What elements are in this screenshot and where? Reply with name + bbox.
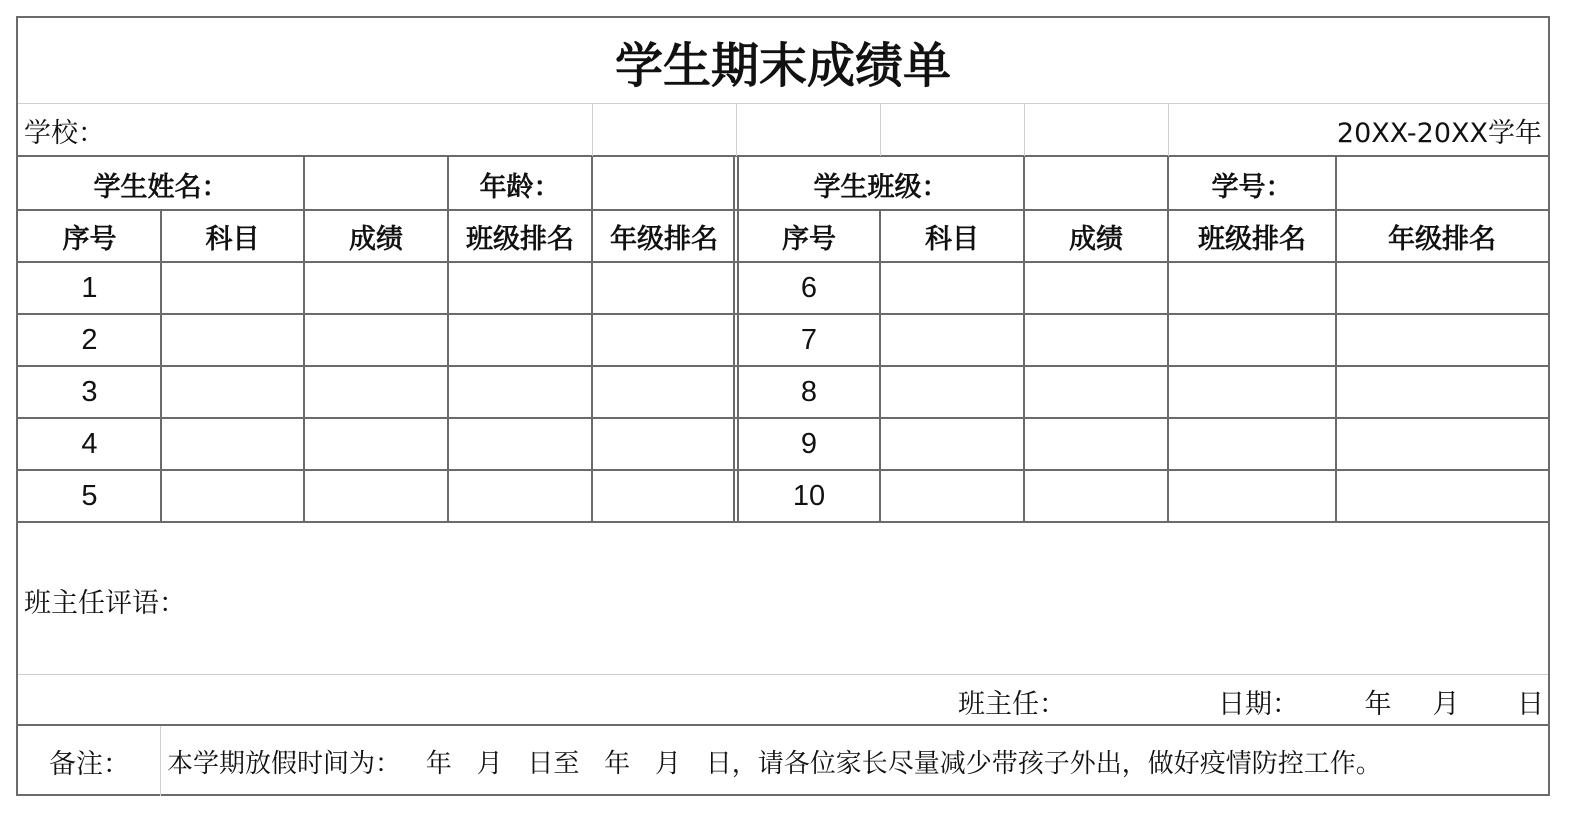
student-name-value[interactable] [304, 158, 448, 210]
grid-line [160, 210, 162, 523]
header-subject-left: 科目 [205, 223, 260, 255]
header-score-right: 成绩 [1069, 223, 1123, 255]
grid-line [736, 104, 737, 156]
grid-line [18, 521, 1548, 523]
row-seq-left: 4 [81, 427, 98, 460]
student-name-label: 学生姓名： [93, 171, 229, 203]
header-score-left: 成绩 [349, 223, 403, 255]
teacher-comment-label: 班主任评语： [24, 587, 186, 619]
student-id-value[interactable] [1336, 158, 1548, 210]
score-sheet [16, 16, 1550, 796]
grid-line [1023, 157, 1025, 210]
grid-line [303, 157, 305, 523]
homeroom-teacher-label: 班主任： [958, 688, 1066, 720]
row-seq-left: 5 [81, 479, 98, 512]
teacher-comment-area[interactable] [618, 524, 1548, 676]
row-seq-right: 6 [800, 271, 818, 304]
notes-label: 备注： [49, 748, 130, 780]
grid-line [18, 365, 1548, 367]
grid-line [18, 417, 1548, 419]
grid-line [1168, 104, 1169, 156]
grid-line [591, 157, 593, 210]
header-grade-rank-left: 年级排名 [610, 223, 718, 255]
grid-line [18, 261, 1548, 263]
grid-line [591, 210, 593, 523]
row-seq-left: 2 [81, 323, 98, 356]
page-title: 学生期末成绩单 [614, 37, 951, 94]
date-day-unit: 日 [1517, 688, 1544, 720]
row-seq-right: 9 [800, 427, 818, 460]
notes-text: 本学期放假时间为： 年 月 日至 年 月 日，请各位家长尽量减少带孩子外出，做好疫情防控工作。 [167, 748, 1382, 779]
grid-line [18, 103, 1548, 104]
grid-line [1335, 210, 1337, 523]
grid-line [592, 104, 593, 156]
row-seq-right: 7 [800, 323, 818, 356]
grid-line [18, 674, 1548, 675]
row-seq-left: 3 [81, 375, 98, 408]
header-grade-rank-right: 年级排名 [1388, 223, 1496, 255]
class-label: 学生班级： [813, 171, 949, 203]
class-value[interactable] [1024, 158, 1168, 210]
header-subject-right: 科目 [925, 223, 979, 255]
age-value[interactable] [592, 158, 736, 210]
grid-line [879, 210, 881, 523]
school-label: 学校： [24, 117, 105, 149]
grid-line [160, 726, 161, 796]
row-seq-right: 10 [792, 479, 826, 512]
grid-line [18, 313, 1548, 315]
row-seq-right: 8 [800, 375, 818, 408]
grid-line [1167, 210, 1169, 523]
academic-year: 20XX-20XX学年 [1336, 117, 1542, 149]
grid-line [1167, 157, 1169, 210]
header-class-rank-right: 班级排名 [1198, 223, 1306, 255]
grid-line [880, 104, 881, 156]
header-seq-left: 序号 [62, 223, 117, 255]
date-year-unit: 年 [1364, 688, 1392, 720]
age-label: 年龄： [479, 171, 561, 203]
grid-line [1024, 104, 1025, 156]
grid-line [447, 157, 449, 210]
date-month-unit: 月 [1432, 688, 1460, 720]
grid-line [18, 209, 1548, 211]
double-divider [737, 157, 739, 523]
grid-line [1023, 210, 1025, 523]
grid-line [18, 724, 1548, 726]
header-class-rank-left: 班级排名 [466, 223, 574, 255]
row-seq-left: 1 [81, 271, 98, 304]
grid-line [1335, 157, 1337, 210]
grid-line [18, 469, 1548, 471]
grid-line [18, 155, 1548, 157]
student-id-label: 学号： [1211, 171, 1293, 203]
date-label: 日期： [1218, 688, 1299, 720]
double-divider [733, 157, 735, 523]
grid-line [447, 210, 449, 523]
header-seq-right: 序号 [782, 223, 836, 255]
